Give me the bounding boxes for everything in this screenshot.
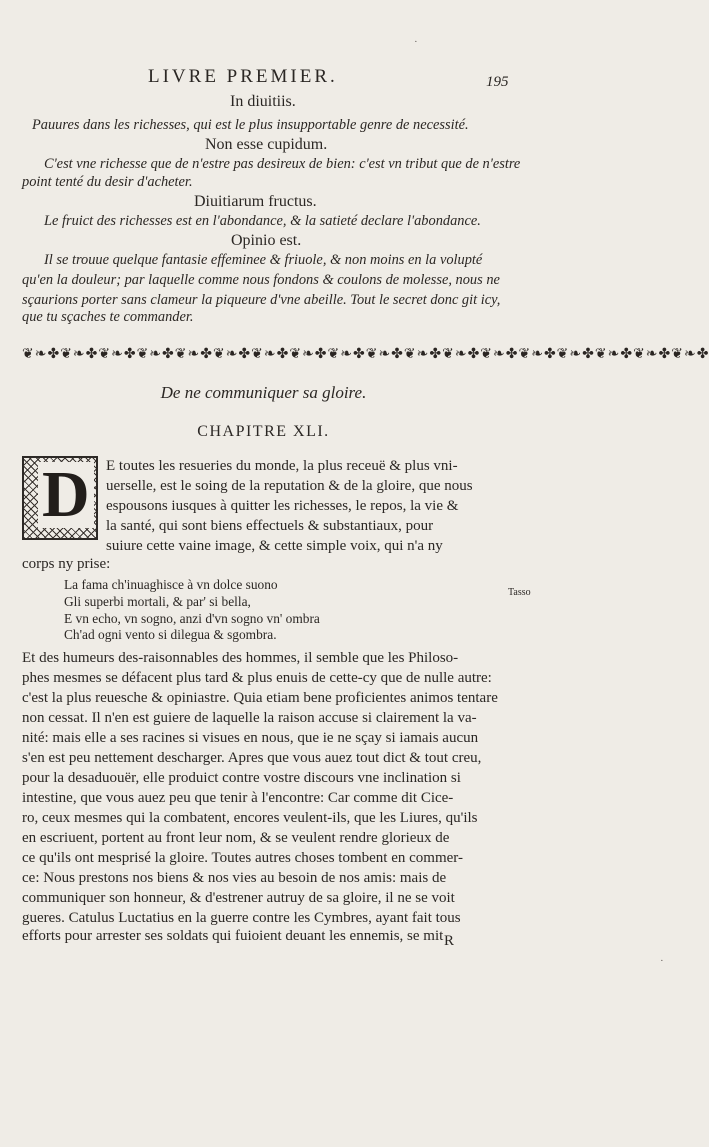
opening-line: suiure cette vaine image, & cette simple voix, qui n'a ny: [106, 538, 443, 554]
running-head: LIVRE PREMIER.: [148, 66, 338, 87]
opening-line: corps ny prise:: [22, 556, 111, 572]
chapter-title: De ne communiquer sa gloire.: [160, 383, 367, 402]
maxim-text: point tenté du desir d'acheter.: [22, 174, 193, 190]
maxim-text: C'est vne richesse que de n'estre pas desireux de bien: c'est vn tribut que de n'estre: [44, 156, 521, 172]
maxim-text: Pauures dans les richesses, qui est le plus insupportable genre de necessité.: [32, 117, 469, 133]
body-line: communiquer son honneur, & d'estrener autruy de sa gloire, il ne se voit: [22, 890, 455, 906]
verse-line: Ch'ad ogni vento si dilegua & sgombra.: [64, 627, 277, 642]
chapter-number: CHAPITRE XLI.: [197, 423, 330, 440]
maxim-text: Le fruict des richesses est en l'abondance, & la satieté declare l'abondance.: [44, 213, 481, 229]
opening-line: E toutes les resueries du monde, la plus receuë & plus vni-: [106, 458, 458, 474]
body-line: gueres. Catulus Luctatius en la guerre contre les Cymbres, ayant fait tous: [22, 910, 461, 926]
body-line: non cessat. Il n'en est guiere de laquelle la raison accuse si clairement la va-: [22, 710, 477, 726]
maxim-text: Il se trouue quelque fantasie effeminee & friuole, & non moins en la volupté: [44, 252, 483, 268]
margin-note: Tasso: [508, 587, 531, 598]
body-line: intestine, que vous auez peu que tenir à l'encontre: Car comme dit Cice-: [22, 790, 454, 806]
signature-mark: R: [444, 933, 455, 949]
verse-line: Gli superbi mortali, & par' si bella,: [64, 594, 251, 609]
verse-line: E vn echo, vn sogno, anzi d'vn sogno vn' ombra: [64, 611, 320, 626]
body-line: ro, ceux mesmes qui la combatent, encores veulent-ils, que les Liures, qu'ils: [22, 810, 478, 826]
body-line: nité: mais elle a ses racines si visues en nous, que ie ne sçay si iamais aucun: [22, 730, 479, 746]
ornamental-dropcap: [22, 456, 98, 540]
body-line: pour la desaduouër, elle produict contre vostre discours vne inclination si: [22, 770, 461, 786]
maxim-title: Non esse cupidum.: [205, 136, 328, 153]
page-number: 195: [486, 74, 509, 90]
paper-speck: ·: [660, 955, 664, 967]
body-line: phes mesmes se défacent plus tard & plus enuis de cette-cy que de nulle autre:: [22, 670, 492, 686]
maxim-title: Diuitiarum fructus.: [194, 193, 317, 210]
body-line: s'en est peu nettement descharger. Apres que vous auez tout dict & tout creu,: [22, 750, 482, 766]
opening-line: la santé, qui sont biens effectuels & substantiaux, pour: [106, 518, 434, 534]
maxim-title: Opinio est.: [231, 232, 302, 249]
body-line: efforts pour arrester ses soldats qui fuioient deuant les ennemis, se mit: [22, 928, 444, 944]
body-line: ce: Nous prestons nos biens & nos vies au besoin de nos amis: mais de: [22, 870, 447, 886]
body-line: c'est la plus reuesche & opiniastre. Quia etiam bene proficientes animos tentare: [22, 690, 498, 706]
opening-line: uerselle, est le soing de la reputation & de la gloire, que nous: [106, 478, 473, 494]
body-line: ce qu'ils ont mesprisé la gloire. Toutes autres choses tombent en commer-: [22, 850, 463, 866]
verse-line: La fama ch'inuaghisce à vn dolce suono: [64, 577, 278, 592]
maxim-text: que tu sçaches te commander.: [22, 309, 194, 325]
decorative-ornament-band: ❦❧✤❦❧✤❦❧✤❦❧✤❦❧✤❦❧✤❦❧✤❦❧✤❦❧✤❦❧✤❦❧✤❦❧✤❦❧✤❦❧✤❦❧✤❦❧✤❦❧✤❦❧✤: [22, 347, 709, 362]
maxim-title: In diuitiis.: [230, 93, 296, 110]
maxim-text: qu'en la douleur; par laquelle comme nous fondons & coulons de molesse, nous ne: [22, 272, 500, 288]
body-line: en escriuent, portent au front leur nom, & se veulent rendre glorieux de: [22, 830, 450, 846]
body-line: Et des humeurs des-raisonnables des hommes, il semble que les Philoso-: [22, 650, 459, 666]
dropcap-letter: D: [38, 462, 94, 528]
paper-speck: ·: [414, 36, 418, 48]
opening-line: espousons iusques à quitter les richesses, le repos, la vie &: [106, 498, 459, 514]
maxim-text: sçaurions porter sans clameur la piqueure d'vne abeille. Tout le secret donc git icy,: [22, 292, 501, 308]
